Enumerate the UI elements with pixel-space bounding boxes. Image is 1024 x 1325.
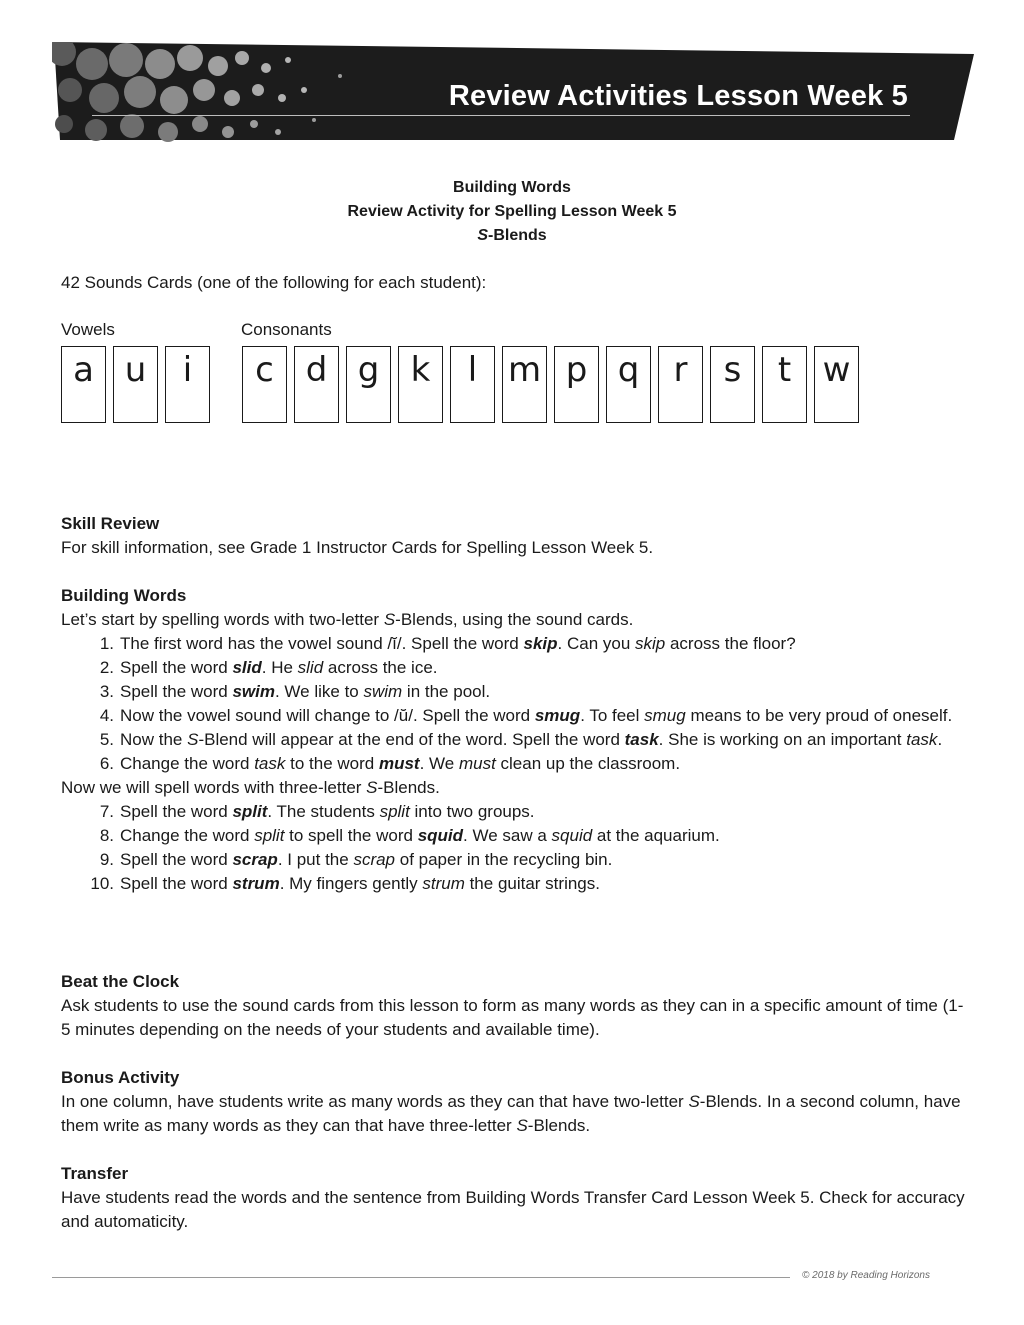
building-words-section xyxy=(61,584,971,896)
sound-card: t xyxy=(762,346,807,423)
step-text: at the aquarium. xyxy=(592,826,720,845)
step-number: 5. xyxy=(99,730,114,749)
list-item xyxy=(61,680,971,704)
example-word: scrap xyxy=(353,850,396,869)
heading-line-2: Review Activity for Spelling Lesson Week 5 xyxy=(347,203,677,220)
sound-card: p xyxy=(554,346,599,423)
step-text: . We xyxy=(419,754,459,773)
vowels-label: Vowels xyxy=(61,320,115,339)
example-word: split xyxy=(379,802,410,821)
step-text: Spell the word xyxy=(120,658,233,677)
step-text: Spell the word xyxy=(120,874,233,893)
heading-line-1: Building Words xyxy=(453,179,571,196)
step-text: Change the word xyxy=(120,754,255,773)
target-word: squid xyxy=(417,826,464,845)
skill-review-text: For skill information, see Grade 1 Instructor Cards for Spelling Lesson Week 5. xyxy=(61,538,654,557)
list-item xyxy=(61,800,971,824)
step-text: across the floor? xyxy=(665,634,796,653)
target-word: scrap xyxy=(232,850,278,869)
vowel-cards xyxy=(61,346,217,425)
step-number: 7. xyxy=(99,802,114,821)
step-text: into two groups. xyxy=(409,802,535,821)
step-text: . We saw a xyxy=(463,826,552,845)
skill-review-section xyxy=(61,512,971,560)
footer-copyright: © 2018 by Reading Horizons xyxy=(802,1270,930,1281)
intro-text: Let’s start by spelling words with two-letter xyxy=(61,610,384,629)
mid-text: Now we will spell words with three-letter xyxy=(61,778,367,797)
target-word: slid xyxy=(232,658,262,677)
consonant-cards xyxy=(242,346,866,425)
step-text: Change the word xyxy=(120,826,255,845)
bonus-text: -Blends. In a second column, have them write as many words as they can that have three-letter xyxy=(61,1092,961,1135)
target-word: smug xyxy=(534,706,581,725)
sound-card: g xyxy=(346,346,391,423)
building-words-mid xyxy=(61,776,971,800)
step-text: . He xyxy=(261,658,298,677)
bonus-text: -Blends. xyxy=(527,1116,591,1135)
step-number: 1. xyxy=(99,634,114,653)
mid-text: -Blends. xyxy=(377,778,440,797)
sound-card: r xyxy=(658,346,703,423)
step-text: clean up the classroom. xyxy=(495,754,681,773)
heading-line-3 xyxy=(0,224,1024,248)
step-text: . The students xyxy=(267,802,380,821)
list-item xyxy=(61,704,971,728)
target-word: must xyxy=(378,754,420,773)
step-text: of paper in the recycling bin. xyxy=(395,850,613,869)
step-number: 9. xyxy=(99,850,114,869)
steps-list-2 xyxy=(61,800,971,896)
target-word: split xyxy=(232,802,268,821)
building-words-title: Building Words xyxy=(61,586,187,605)
example-word: squid xyxy=(551,826,593,845)
transfer-text: Have students read the words and the sentence from Building Words Transfer Card Lesson Week 5. Check for accuracy and automaticity. xyxy=(61,1188,965,1231)
example-word: swim xyxy=(363,682,403,701)
step-text: to spell the word xyxy=(284,826,418,845)
sound-card: d xyxy=(294,346,339,423)
sound-card: a xyxy=(61,346,106,423)
target-word: task xyxy=(624,730,659,749)
step-text: . My fingers gently xyxy=(279,874,423,893)
mid-em: S xyxy=(366,778,378,797)
bonus-em: S xyxy=(516,1116,528,1135)
consonants-label: Consonants xyxy=(241,320,332,339)
list-item xyxy=(61,872,971,896)
bonus-em: S xyxy=(688,1092,700,1111)
target-word: strum xyxy=(232,874,280,893)
step-text: Spell the word xyxy=(120,682,233,701)
activity-heading xyxy=(0,176,1024,248)
example-word: slid xyxy=(297,658,324,677)
sound-card: w xyxy=(814,346,859,423)
step-number: 2. xyxy=(99,658,114,677)
sound-card: m xyxy=(502,346,547,423)
step-text: Now the xyxy=(120,730,188,749)
example-word: task xyxy=(906,730,938,749)
step-number: 6. xyxy=(99,754,114,773)
sound-card: k xyxy=(398,346,443,423)
heading-line-3-em: S xyxy=(477,227,488,244)
banner-divider xyxy=(92,115,910,116)
bonus-activity-section xyxy=(61,1066,971,1138)
previous-word: split xyxy=(254,826,285,845)
example-word: smug xyxy=(644,706,686,725)
step-text: to the word xyxy=(285,754,379,773)
intro-em: S xyxy=(383,610,396,629)
blend-em: S xyxy=(187,730,199,749)
target-word: skip xyxy=(523,634,558,653)
step-text: . She is working on an important xyxy=(658,730,907,749)
step-text: means to be very proud of oneself. xyxy=(685,706,953,725)
step-text: Spell the word xyxy=(120,802,233,821)
step-text: across the ice. xyxy=(323,658,438,677)
step-text: in the pool. xyxy=(402,682,491,701)
bonus-activity-text xyxy=(61,1090,971,1138)
steps-list-1 xyxy=(61,632,971,776)
intro-text: -Blends, using the sound cards. xyxy=(395,610,634,629)
example-word: strum xyxy=(422,874,465,893)
sound-card: i xyxy=(165,346,210,423)
list-item xyxy=(61,632,971,656)
beat-the-clock-text: Ask students to use the sound cards from this lesson to form as many words as they can in a specific amount of time (1-5 minutes depending on the needs of your students and available time). xyxy=(61,996,964,1039)
transfer-section xyxy=(61,1162,971,1234)
step-text: Spell the word xyxy=(120,850,233,869)
step-number: 3. xyxy=(99,682,114,701)
list-item xyxy=(61,848,971,872)
step-text: . xyxy=(937,730,943,749)
beat-the-clock-title: Beat the Clock xyxy=(61,972,180,991)
step-number: 10. xyxy=(90,874,114,893)
page-title: Review Activities Lesson Week 5 xyxy=(448,80,908,112)
header-banner xyxy=(52,42,976,142)
example-word: skip xyxy=(635,634,666,653)
previous-word: task xyxy=(254,754,286,773)
example-word: must xyxy=(458,754,496,773)
bonus-text: In one column, have students write as many words as they can that have two-letter xyxy=(61,1092,689,1111)
heading-line-3-rest: -Blends xyxy=(488,227,547,244)
bonus-activity-title: Bonus Activity xyxy=(61,1068,180,1087)
list-item xyxy=(61,656,971,680)
list-item xyxy=(61,728,971,752)
beat-the-clock-section xyxy=(61,970,971,1042)
step-number: 4. xyxy=(99,706,114,725)
sound-card: l xyxy=(450,346,495,423)
cards-intro: 42 Sounds Cards (one of the following for each student): xyxy=(61,273,487,292)
step-text: . We like to xyxy=(274,682,364,701)
target-word: swim xyxy=(232,682,275,701)
list-item xyxy=(61,752,971,776)
step-text: . To feel xyxy=(580,706,645,725)
sound-card: c xyxy=(242,346,287,423)
step-text: . Can you xyxy=(557,634,636,653)
step-text: the guitar strings. xyxy=(464,874,600,893)
step-text: -Blend will appear at the end of the word. Spell the word xyxy=(198,730,625,749)
skill-review-title: Skill Review xyxy=(61,514,160,533)
transfer-title: Transfer xyxy=(61,1164,129,1183)
sound-card: q xyxy=(606,346,651,423)
sound-card: u xyxy=(113,346,158,423)
sound-card: s xyxy=(710,346,755,423)
step-text: . I put the xyxy=(277,850,354,869)
step-text: The first word has the vowel sound /ĭ/. Spell the word xyxy=(120,634,524,653)
footer-divider xyxy=(52,1277,790,1278)
list-item xyxy=(61,824,971,848)
step-text: Now the vowel sound will change to /ŭ/. Spell the word xyxy=(120,706,535,725)
building-words-intro xyxy=(61,608,971,632)
step-number: 8. xyxy=(99,826,114,845)
